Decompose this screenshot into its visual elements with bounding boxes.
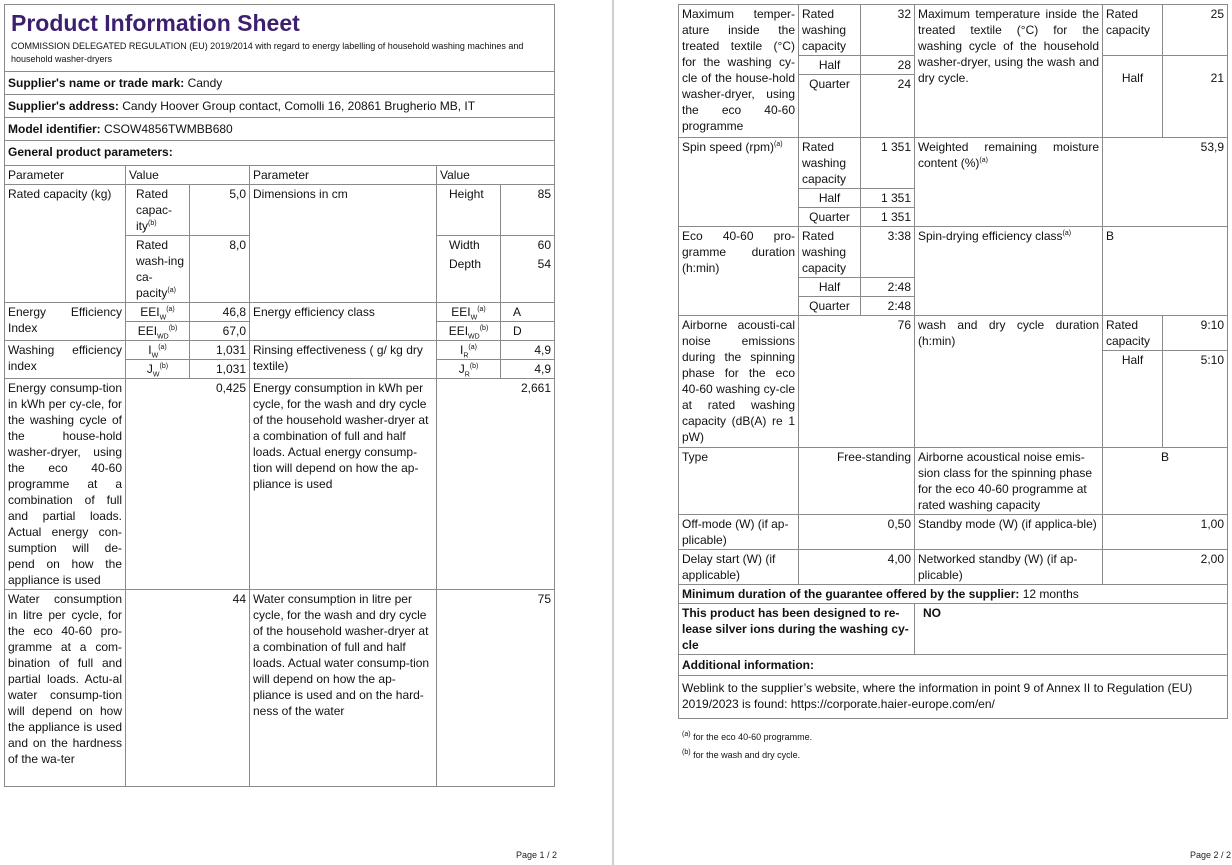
page-2 xyxy=(618,0,1232,865)
noise-label: Airborne acousti-cal noise emissions during the spinning phase for the eco 40-60 washing cy-cle at rated washing capacity (dB(A) re 1 pW) xyxy=(679,316,799,448)
dimensions-label: Dimensions in cm xyxy=(250,185,437,303)
rated-washing-capacity-value: 8,0 xyxy=(190,236,250,303)
spin-quarter-label: Quarter xyxy=(799,208,861,227)
spin-half-label: Half xyxy=(799,189,861,208)
eec-w-label: $EEI_W^{(a)}$ xyxy=(437,303,501,322)
model-value: CSOW4856TWMBB680 xyxy=(104,122,233,136)
eec-label: Energy efficiency class xyxy=(250,303,437,341)
standby-label: Standby mode (W) (if applica-ble) xyxy=(915,515,1103,550)
general-params-row xyxy=(5,141,555,166)
col-header-value: Value xyxy=(126,166,250,185)
jw-label: $J_W^{(b)}$ xyxy=(126,360,190,379)
type-label: Type xyxy=(679,448,799,515)
standby-value: 1,00 xyxy=(1103,515,1228,550)
rated-capacity-b-label: Rated capac-ity$^{(b)}$ xyxy=(126,185,190,236)
jw-value: 1,031 xyxy=(190,360,250,379)
max-temp-quarter-label: Quarter xyxy=(799,75,861,138)
eco-quarter-label: Quarter xyxy=(799,297,861,316)
guarantee-value: 12 months xyxy=(1022,587,1079,601)
guarantee-label: Minimum duration of the guarantee offered by the supplier: xyxy=(682,587,1020,601)
wd-half-value: 5:10 xyxy=(1163,351,1228,448)
depth-label: Depth xyxy=(449,257,482,271)
page-number-1: Page 1 / 2 xyxy=(516,850,558,860)
max-temp-quarter-value: 24 xyxy=(861,75,915,138)
ir-value: 4,9 xyxy=(501,341,555,360)
noise-class-label: Airborne acoustical noise emis-sion class for the spinning phase for the eco 40-60 programme at rated washing capacity xyxy=(915,448,1103,515)
wd-duration-label: wash and dry cycle duration (h:min) xyxy=(915,316,1103,448)
water-consumption-value: 44 xyxy=(126,590,250,787)
moisture-label: Weighted remaining moisture content (%)$^{(a)}$ xyxy=(915,138,1103,227)
energy-consumption-wd-value: 2,661 xyxy=(437,379,555,590)
off-mode-value: 0,50 xyxy=(799,515,915,550)
col-header-parameter-2: Parameter xyxy=(250,166,437,185)
col-header-parameter: Parameter xyxy=(5,166,126,185)
max-temp-rated-value: 32 xyxy=(861,5,915,56)
eec-wd-label: $EEI_{WD}^{(b)}$ xyxy=(437,322,501,341)
eeiw-label: $EEI_W^{(a)}$ xyxy=(126,303,190,322)
page-number-2: Page 2 / 2 xyxy=(1190,850,1232,860)
max-temp-wd-half-value: 21 xyxy=(1163,56,1228,138)
spin-speed-label: Spin speed (rpm)$^{(a)}$ xyxy=(679,138,799,227)
spin-class-label: Spin-drying efficiency class$^{(a)}$ xyxy=(915,227,1103,316)
page-divider xyxy=(612,0,614,865)
width-depth-labels xyxy=(437,236,501,303)
ir-label: $I_R^{(a)}$ xyxy=(437,341,501,360)
eec-w-value: A xyxy=(501,303,555,322)
depth-value: 54 xyxy=(537,257,551,271)
type-value: Free-standing xyxy=(799,448,915,515)
width-label: Width xyxy=(449,238,480,252)
width-value: 60 xyxy=(537,238,551,252)
wd-rated-value: 9:10 xyxy=(1163,316,1228,351)
supplier-row xyxy=(5,72,555,95)
eeiwd-label: $EEI_{WD}^{(b)}$ xyxy=(126,322,190,341)
jr-value: 4,9 xyxy=(501,360,555,379)
height-label: Height xyxy=(437,185,501,236)
washing-efficiency-label: Washing efficiency index xyxy=(5,341,126,379)
supplier-value: Candy xyxy=(187,76,223,90)
model-label: Model identifier: xyxy=(8,122,101,136)
energy-consumption-value: 0,425 xyxy=(126,379,250,590)
height-value: 85 xyxy=(501,185,555,236)
networked-standby-value: 2,00 xyxy=(1103,550,1228,585)
address-label: Supplier's address: xyxy=(8,99,119,113)
silver-ions-label: This product has been designed to re-lease silver ions during the washing cy-cle xyxy=(679,604,915,655)
noise-value: 76 xyxy=(799,316,915,448)
rated-capacity-b-value: 5,0 xyxy=(190,185,250,236)
max-temp-wd-label: Maximum temperature inside the treated textile (°C) for the washing cycle of the household washer-dryer, using the wash and dry cycle. xyxy=(915,5,1103,138)
eco-rated-label: Rated washing capacity xyxy=(799,227,861,278)
eco-half-value: 2:48 xyxy=(861,278,915,297)
max-temp-wd-rated-value: 25 xyxy=(1163,5,1228,56)
eco-rated-value: 3:38 xyxy=(861,227,915,278)
energy-consumption-label: Energy consump-tion in kWh per cy-cle, for the washing cycle of the house-hold washer-dryer, using the eco 40-60 programme at a combination of full and partial loads. Actual energy con-sumption will de-pend on how the appliance is used xyxy=(5,379,126,590)
spin-half-value: 1 351 xyxy=(861,189,915,208)
product-information-table xyxy=(4,4,555,787)
water-consumption-wd-value: 75 xyxy=(437,590,555,787)
eec-wd-value: D xyxy=(501,322,555,341)
water-consumption-label: Water consumption in litre per cycle, for the eco 40-60 pro-gramme at a com-bination of full and partial loads. Actu-al water consump-tion will depend on how the appliance is used and on the hardness of the wa-ter xyxy=(5,590,126,787)
spin-rated-label: Rated washing capacity xyxy=(799,138,861,189)
delay-start-label: Delay start (W) (if applicable) xyxy=(679,550,799,585)
supplier-label: Supplier's name or trade mark: xyxy=(8,76,185,90)
width-depth-values xyxy=(501,236,555,303)
off-mode-label: Off-mode (W) (if ap-plicable) xyxy=(679,515,799,550)
model-row xyxy=(5,118,555,141)
eeiwd-value: 67,0 xyxy=(190,322,250,341)
delay-start-value: 4,00 xyxy=(799,550,915,585)
eco-duration-label: Eco 40-60 pro-gramme duration (h:min) xyxy=(679,227,799,316)
weblink-text: Weblink to the supplier’s website, where the information in point 9 of Annex II to Regulation (EU) 2019/2023 is found: https://corporate.haier-europe.com/en/ xyxy=(679,676,1228,719)
address-value: Candy Hoover Group contact, Comolli 16, 20861 Brugherio MB, IT xyxy=(122,99,476,113)
jr-label: $J_R^{(b)}$ xyxy=(437,360,501,379)
eco-half-label: Half xyxy=(799,278,861,297)
footnote-a: $^{(a)}$ for the eco 40-60 programme. xyxy=(682,731,813,742)
rated-capacity-label: Rated capacity (kg) xyxy=(5,185,126,303)
sheet-title: Product Information Sheet xyxy=(11,10,300,36)
eei-label: Energy Efficiency Index xyxy=(5,303,126,341)
product-information-table-2 xyxy=(678,4,1228,719)
additional-info-label: Additional information: xyxy=(679,655,1228,676)
eeiw-value: 46,8 xyxy=(190,303,250,322)
iw-label: $I_W^{(a)}$ xyxy=(126,341,190,360)
col-header-value-2: Value xyxy=(437,166,555,185)
max-temp-half-label: Half xyxy=(799,56,861,75)
wd-half-label: Half xyxy=(1103,351,1163,448)
max-temp-label: Maximum temper-ature inside the treated textile (°C) for the washing cy-cle of the house-hold washer-dryer, using the eco 40-60 programme xyxy=(679,5,799,138)
rated-washing-capacity-label: Rated wash-ing ca-pacity$^{(a)}$ xyxy=(126,236,190,303)
max-temp-wd-half-label: Half xyxy=(1103,56,1163,138)
spin-class-value: B xyxy=(1103,227,1228,316)
noise-class-value: B xyxy=(1103,448,1228,515)
max-temp-half-value: 28 xyxy=(861,56,915,75)
footnote-b: $^{(b)}$ for the wash and dry cycle. xyxy=(682,749,801,760)
max-temp-rated-label: Rated washing capacity xyxy=(799,5,861,56)
spin-rated-value: 1 351 xyxy=(861,138,915,189)
iw-value: 1,031 xyxy=(190,341,250,360)
page-1 xyxy=(0,0,610,865)
silver-ions-value: NO xyxy=(915,604,1228,655)
address-row xyxy=(5,95,555,118)
wd-rated-label: Rated capacity xyxy=(1103,316,1163,351)
guarantee-row xyxy=(679,585,1228,604)
networked-standby-label: Networked standby (W) (if ap-plicable) xyxy=(915,550,1103,585)
energy-consumption-wd-label: Energy consumption in kWh per cycle, for the wash and dry cycle of the household washer-dryer at a combination of full and half loads. Actual energy consump-tion will depend on how the ap-pliance is used xyxy=(250,379,437,590)
water-consumption-wd-label: Water consumption in litre per cycle, for the wash and dry cycle of the household washer-dryer at a combination of full and half loads. Actual water consump-tion will depend on how the ap-pliance is used and on the hard-ness of the water xyxy=(250,590,437,787)
rinsing-label: Rinsing effectiveness ( g/ kg dry textile) xyxy=(250,341,437,379)
eco-quarter-value: 2:48 xyxy=(861,297,915,316)
max-temp-wd-rated-label: Rated capacity xyxy=(1103,5,1163,56)
regulation-text: COMMISSION DELEGATED REGULATION (EU) 2019/2014 with regard to energy labelling of household washing machines and household washer-dryers xyxy=(11,41,524,64)
general-params-label: General product parameters: xyxy=(8,145,173,159)
moisture-value: 53,9 xyxy=(1103,138,1228,227)
sheet-title-cell xyxy=(5,5,555,72)
spin-quarter-value: 1 351 xyxy=(861,208,915,227)
